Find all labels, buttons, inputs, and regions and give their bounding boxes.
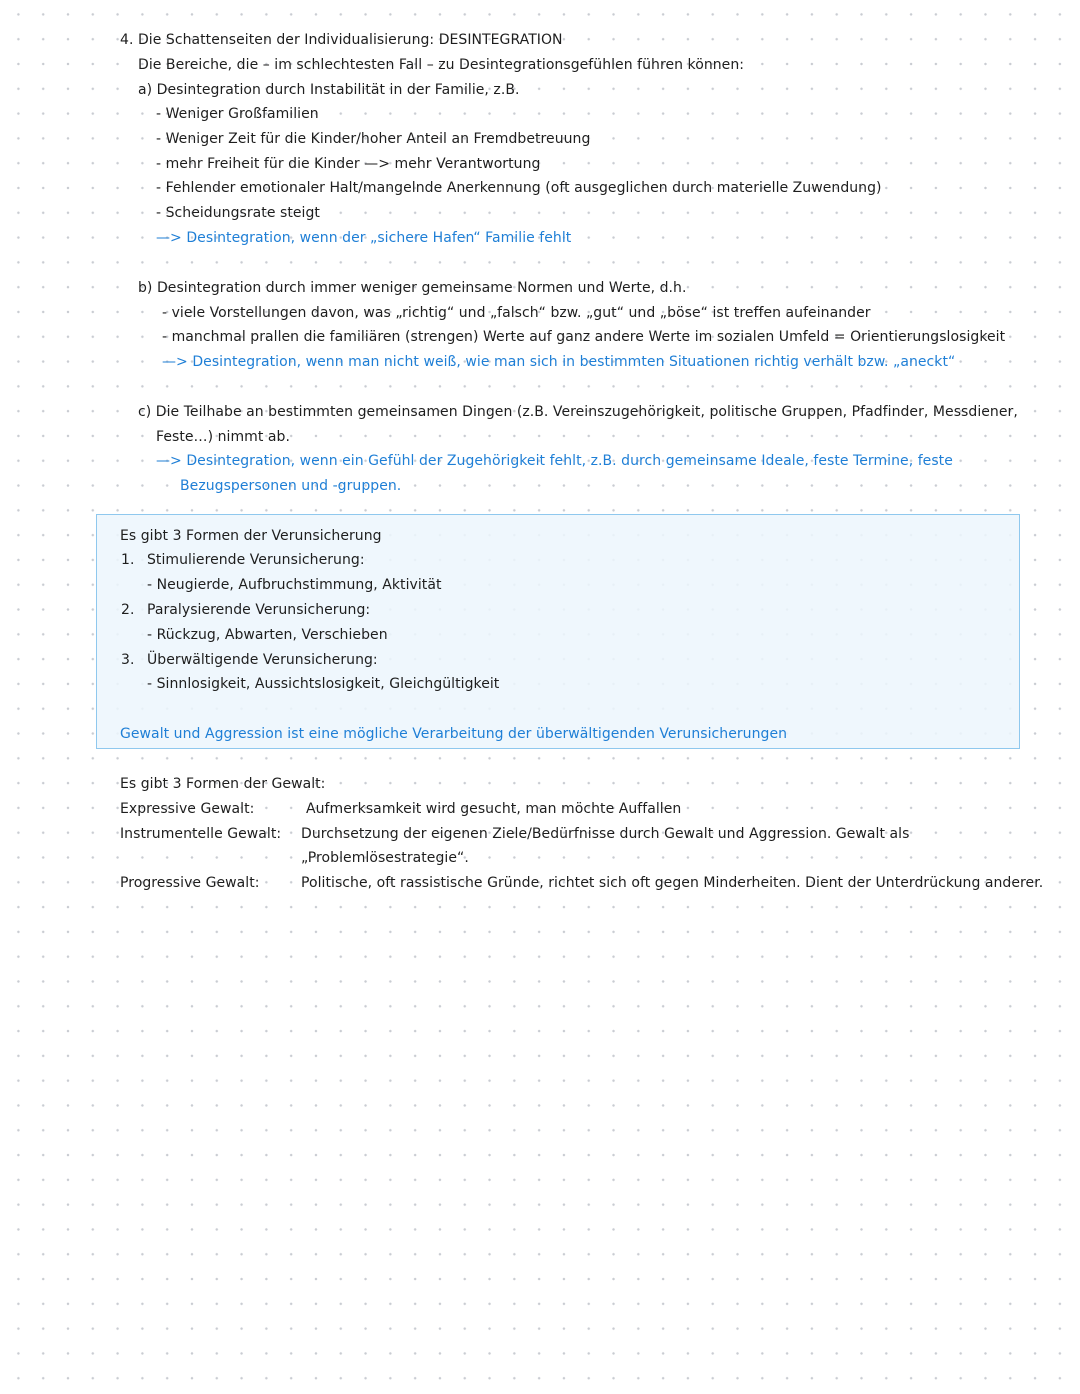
verunsicherung-form-detail: - Rückzug, Abwarten, Verschieben	[147, 627, 388, 643]
gewalt-title: Es gibt 3 Formen der Gewalt:	[120, 776, 326, 792]
subsection-a-title: a) Desintegration durch Instabilität in der Familie, z.B.	[138, 82, 520, 98]
list-item: - viele Vorstellungen davon, was „richtig“ und „falsch“ bzw. „gut“ und „böse“ ist treffen aufeinander	[162, 305, 871, 321]
subsection-c-conclusion: —> Desintegration, wenn ein Gefühl der Zugehörigkeit fehlt, z.B. durch gemeinsame Ideale, feste Termine, feste	[156, 453, 953, 469]
gewalt-term: Instrumentelle Gewalt:	[120, 826, 282, 842]
verunsicherung-form-name: Überwältigende Verunsicherung:	[147, 652, 378, 668]
gewalt-description: Politische, oft rassistische Gründe, richtet sich oft gegen Minderheiten. Dient der Unterdrückung anderer.	[301, 875, 1044, 891]
list-item: - Fehlender emotionaler Halt/mangelnde Anerkennung (oft ausgeglichen durch materielle Zuwendung)	[156, 180, 882, 196]
list-number: 2.	[121, 602, 135, 618]
gewalt-term: Expressive Gewalt:	[120, 801, 255, 817]
gewalt-term: Progressive Gewalt:	[120, 875, 260, 891]
verunsicherung-form-detail: - Sinnlosigkeit, Aussichtslosigkeit, Gleichgültigkeit	[147, 676, 500, 692]
list-item: - Weniger Zeit für die Kinder/hoher Anteil an Fremdbetreuung	[156, 131, 591, 147]
list-number: 3.	[121, 652, 135, 668]
verunsicherung-note: Gewalt und Aggression ist eine mögliche Verarbeitung der überwältigenden Verunsicherungen	[120, 726, 788, 742]
section-intro: Die Bereiche, die – im schlechtesten Fall – zu Desintegrationsgefühlen führen können:	[138, 57, 745, 73]
section-heading: 4. Die Schattenseiten der Individualisierung: DESINTEGRATION	[120, 32, 563, 48]
subsection-c-title: c) Die Teilhabe an bestimmten gemeinsamen Dingen (z.B. Vereinszugehörigkeit, politische Gruppen, Pfadfinder, Messdiener,	[138, 404, 1018, 420]
list-number: 1.	[121, 552, 135, 568]
verunsicherung-form-name: Stimulierende Verunsicherung:	[147, 552, 365, 568]
subsection-c-title-cont: Feste…) nimmt ab.	[156, 429, 290, 445]
subsection-a-conclusion: —> Desintegration, wenn der „sichere Hafen“ Familie fehlt	[156, 230, 572, 246]
subsection-b-conclusion: —> Desintegration, wenn man nicht weiß, wie man sich in bestimmten Situationen richtig verhält bzw. „aneckt“	[162, 354, 956, 370]
verunsicherung-title: Es gibt 3 Formen der Verunsicherung	[120, 528, 382, 544]
list-item: - mehr Freiheit für die Kinder —> mehr Verantwortung	[156, 156, 541, 172]
gewalt-description-cont: „Problemlösestrategie“.	[301, 850, 469, 866]
list-item: - Weniger Großfamilien	[156, 106, 319, 122]
verunsicherung-form-name: Paralysierende Verunsicherung:	[147, 602, 371, 618]
gewalt-description: Aufmerksamkeit wird gesucht, man möchte Auffallen	[306, 801, 682, 817]
gewalt-description: Durchsetzung der eigenen Ziele/Bedürfnisse durch Gewalt und Aggression. Gewalt als	[301, 826, 910, 842]
verunsicherung-form-detail: - Neugierde, Aufbruchstimmung, Aktivität	[147, 577, 442, 593]
subsection-b-title: b) Desintegration durch immer weniger gemeinsame Normen und Werte, d.h.	[138, 280, 687, 296]
subsection-c-conclusion-cont: Bezugspersonen und -gruppen.	[180, 478, 402, 494]
list-item: - Scheidungsrate steigt	[156, 205, 320, 221]
list-item: - manchmal prallen die familiären (strengen) Werte auf ganz andere Werte im sozialen Umfeld = Orientierungslosigkeit	[162, 329, 1006, 345]
